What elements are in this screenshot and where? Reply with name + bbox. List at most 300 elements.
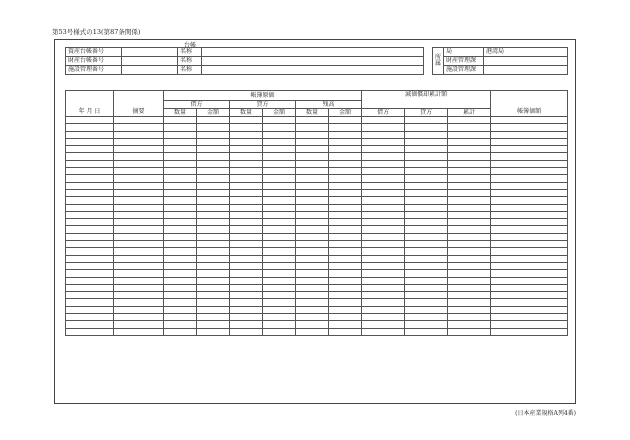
table-cell[interactable]: [66, 117, 114, 124]
table-cell[interactable]: [405, 131, 448, 138]
table-cell[interactable]: [114, 204, 164, 211]
table-cell[interactable]: [296, 248, 329, 255]
table-cell[interactable]: [405, 153, 448, 160]
table-cell[interactable]: [66, 168, 114, 175]
table-cell[interactable]: [448, 117, 491, 124]
table-cell[interactable]: [114, 321, 164, 328]
table-cell[interactable]: [329, 314, 362, 321]
table-cell[interactable]: [197, 314, 230, 321]
table-cell[interactable]: [491, 328, 568, 335]
table-cell[interactable]: [491, 292, 568, 299]
table-cell[interactable]: [491, 117, 568, 124]
table-cell[interactable]: [230, 153, 263, 160]
table-cell[interactable]: [448, 292, 491, 299]
table-cell[interactable]: [197, 168, 230, 175]
table-cell[interactable]: [491, 262, 568, 269]
table-cell[interactable]: [448, 175, 491, 182]
table-cell[interactable]: [197, 277, 230, 284]
table-cell[interactable]: [362, 292, 405, 299]
table-cell[interactable]: [197, 270, 230, 277]
table-cell[interactable]: [230, 131, 263, 138]
asset-ledger-number-field[interactable]: [122, 48, 178, 57]
table-cell[interactable]: [405, 219, 448, 226]
table-cell[interactable]: [230, 219, 263, 226]
property-management-section-value[interactable]: [484, 57, 568, 66]
table-cell[interactable]: [296, 117, 329, 124]
table-cell[interactable]: [405, 321, 448, 328]
table-cell[interactable]: [263, 262, 296, 269]
table-cell[interactable]: [114, 292, 164, 299]
table-cell[interactable]: [296, 314, 329, 321]
table-cell[interactable]: [296, 277, 329, 284]
table-cell[interactable]: [230, 146, 263, 153]
table-cell[interactable]: [448, 131, 491, 138]
table-cell[interactable]: [164, 226, 197, 233]
table-cell[interactable]: [230, 292, 263, 299]
table-cell[interactable]: [164, 189, 197, 196]
table-cell[interactable]: [66, 306, 114, 313]
table-cell[interactable]: [114, 328, 164, 335]
table-cell[interactable]: [405, 175, 448, 182]
table-cell[interactable]: [491, 197, 568, 204]
table-cell[interactable]: [230, 241, 263, 248]
table-cell[interactable]: [296, 321, 329, 328]
table-cell[interactable]: [362, 124, 405, 131]
table-cell[interactable]: [296, 124, 329, 131]
table-cell[interactable]: [263, 197, 296, 204]
table-cell[interactable]: [405, 241, 448, 248]
table-cell[interactable]: [448, 328, 491, 335]
table-cell[interactable]: [405, 284, 448, 291]
name-field[interactable]: [202, 48, 424, 57]
table-cell[interactable]: [263, 226, 296, 233]
table-cell[interactable]: [197, 211, 230, 218]
table-cell[interactable]: [230, 204, 263, 211]
table-cell[interactable]: [329, 160, 362, 167]
table-cell[interactable]: [263, 219, 296, 226]
table-cell[interactable]: [296, 270, 329, 277]
table-cell[interactable]: [296, 131, 329, 138]
table-cell[interactable]: [491, 153, 568, 160]
table-cell[interactable]: [114, 117, 164, 124]
table-cell[interactable]: [405, 306, 448, 313]
table-cell[interactable]: [491, 226, 568, 233]
table-cell[interactable]: [263, 270, 296, 277]
table-cell[interactable]: [164, 233, 197, 240]
table-cell[interactable]: [66, 189, 114, 196]
table-cell[interactable]: [263, 314, 296, 321]
table-cell[interactable]: [362, 284, 405, 291]
table-cell[interactable]: [405, 168, 448, 175]
table-cell[interactable]: [448, 189, 491, 196]
table-cell[interactable]: [448, 160, 491, 167]
table-cell[interactable]: [405, 255, 448, 262]
table-cell[interactable]: [296, 175, 329, 182]
table-cell[interactable]: [263, 153, 296, 160]
table-cell[interactable]: [197, 241, 230, 248]
table-cell[interactable]: [329, 124, 362, 131]
table-cell[interactable]: [296, 255, 329, 262]
table-cell[interactable]: [448, 306, 491, 313]
table-cell[interactable]: [114, 197, 164, 204]
table-cell[interactable]: [66, 182, 114, 189]
table-cell[interactable]: [114, 160, 164, 167]
bureau-value[interactable]: 港湾局: [484, 48, 568, 57]
table-cell[interactable]: [230, 284, 263, 291]
table-cell[interactable]: [263, 233, 296, 240]
table-cell[interactable]: [448, 146, 491, 153]
table-cell[interactable]: [230, 138, 263, 145]
table-cell[interactable]: [66, 241, 114, 248]
table-cell[interactable]: [329, 219, 362, 226]
table-cell[interactable]: [164, 248, 197, 255]
table-cell[interactable]: [329, 321, 362, 328]
table-cell[interactable]: [405, 146, 448, 153]
table-cell[interactable]: [263, 124, 296, 131]
table-cell[interactable]: [491, 168, 568, 175]
table-cell[interactable]: [362, 175, 405, 182]
table-cell[interactable]: [197, 328, 230, 335]
table-cell[interactable]: [329, 153, 362, 160]
table-cell[interactable]: [296, 138, 329, 145]
table-cell[interactable]: [197, 189, 230, 196]
table-cell[interactable]: [405, 117, 448, 124]
table-cell[interactable]: [66, 328, 114, 335]
table-cell[interactable]: [66, 292, 114, 299]
table-cell[interactable]: [362, 226, 405, 233]
table-cell[interactable]: [197, 153, 230, 160]
table-cell[interactable]: [114, 131, 164, 138]
table-cell[interactable]: [448, 284, 491, 291]
table-cell[interactable]: [230, 211, 263, 218]
table-cell[interactable]: [66, 299, 114, 306]
table-cell[interactable]: [362, 146, 405, 153]
table-cell[interactable]: [114, 299, 164, 306]
table-cell[interactable]: [114, 277, 164, 284]
table-cell[interactable]: [491, 255, 568, 262]
table-cell[interactable]: [329, 292, 362, 299]
table-cell[interactable]: [491, 321, 568, 328]
table-cell[interactable]: [362, 131, 405, 138]
table-cell[interactable]: [296, 146, 329, 153]
table-cell[interactable]: [448, 277, 491, 284]
table-cell[interactable]: [296, 219, 329, 226]
table-cell[interactable]: [405, 182, 448, 189]
table-cell[interactable]: [114, 189, 164, 196]
table-cell[interactable]: [66, 138, 114, 145]
table-cell[interactable]: [114, 248, 164, 255]
table-cell[interactable]: [263, 168, 296, 175]
table-cell[interactable]: [405, 138, 448, 145]
table-cell[interactable]: [296, 189, 329, 196]
table-cell[interactable]: [405, 328, 448, 335]
table-cell[interactable]: [197, 197, 230, 204]
table-cell[interactable]: [263, 255, 296, 262]
table-cell[interactable]: [66, 277, 114, 284]
table-cell[interactable]: [491, 277, 568, 284]
table-cell[interactable]: [491, 146, 568, 153]
table-cell[interactable]: [448, 226, 491, 233]
table-cell[interactable]: [230, 175, 263, 182]
table-cell[interactable]: [329, 241, 362, 248]
table-cell[interactable]: [329, 277, 362, 284]
table-cell[interactable]: [164, 124, 197, 131]
table-cell[interactable]: [230, 226, 263, 233]
table-cell[interactable]: [114, 153, 164, 160]
table-cell[interactable]: [405, 270, 448, 277]
table-cell[interactable]: [405, 292, 448, 299]
table-cell[interactable]: [448, 262, 491, 269]
table-cell[interactable]: [230, 248, 263, 255]
table-cell[interactable]: [448, 204, 491, 211]
table-cell[interactable]: [230, 197, 263, 204]
table-cell[interactable]: [197, 233, 230, 240]
table-cell[interactable]: [491, 241, 568, 248]
table-cell[interactable]: [329, 117, 362, 124]
table-cell[interactable]: [197, 175, 230, 182]
table-cell[interactable]: [448, 168, 491, 175]
table-cell[interactable]: [263, 306, 296, 313]
table-cell[interactable]: [448, 270, 491, 277]
table-cell[interactable]: [491, 314, 568, 321]
table-cell[interactable]: [405, 314, 448, 321]
table-cell[interactable]: [164, 314, 197, 321]
table-cell[interactable]: [114, 262, 164, 269]
table-cell[interactable]: [329, 182, 362, 189]
table-cell[interactable]: [362, 182, 405, 189]
table-cell[interactable]: [491, 284, 568, 291]
table-cell[interactable]: [164, 168, 197, 175]
table-cell[interactable]: [164, 255, 197, 262]
table-cell[interactable]: [197, 138, 230, 145]
table-cell[interactable]: [114, 314, 164, 321]
table-cell[interactable]: [362, 277, 405, 284]
table-cell[interactable]: [362, 153, 405, 160]
table-cell[interactable]: [197, 182, 230, 189]
table-cell[interactable]: [263, 248, 296, 255]
table-cell[interactable]: [263, 182, 296, 189]
table-cell[interactable]: [405, 197, 448, 204]
table-cell[interactable]: [405, 189, 448, 196]
table-cell[interactable]: [329, 138, 362, 145]
table-cell[interactable]: [114, 226, 164, 233]
table-cell[interactable]: [448, 124, 491, 131]
table-cell[interactable]: [362, 117, 405, 124]
table-cell[interactable]: [114, 241, 164, 248]
table-cell[interactable]: [230, 270, 263, 277]
table-cell[interactable]: [66, 314, 114, 321]
table-cell[interactable]: [329, 197, 362, 204]
table-cell[interactable]: [329, 262, 362, 269]
table-cell[interactable]: [362, 204, 405, 211]
table-cell[interactable]: [164, 328, 197, 335]
name-field[interactable]: [202, 57, 424, 66]
table-cell[interactable]: [114, 211, 164, 218]
table-cell[interactable]: [448, 211, 491, 218]
table-cell[interactable]: [329, 248, 362, 255]
table-cell[interactable]: [296, 241, 329, 248]
table-cell[interactable]: [329, 284, 362, 291]
table-cell[interactable]: [491, 233, 568, 240]
table-cell[interactable]: [230, 160, 263, 167]
table-cell[interactable]: [362, 270, 405, 277]
table-cell[interactable]: [114, 146, 164, 153]
table-cell[interactable]: [448, 233, 491, 240]
table-cell[interactable]: [66, 211, 114, 218]
table-cell[interactable]: [329, 175, 362, 182]
table-cell[interactable]: [329, 168, 362, 175]
table-cell[interactable]: [230, 314, 263, 321]
table-cell[interactable]: [197, 299, 230, 306]
table-cell[interactable]: [296, 153, 329, 160]
table-cell[interactable]: [329, 306, 362, 313]
table-cell[interactable]: [164, 131, 197, 138]
table-cell[interactable]: [263, 299, 296, 306]
table-cell[interactable]: [230, 124, 263, 131]
table-cell[interactable]: [164, 160, 197, 167]
table-cell[interactable]: [66, 233, 114, 240]
table-cell[interactable]: [448, 182, 491, 189]
table-cell[interactable]: [362, 255, 405, 262]
table-cell[interactable]: [164, 117, 197, 124]
table-cell[interactable]: [263, 146, 296, 153]
table-cell[interactable]: [66, 284, 114, 291]
table-cell[interactable]: [197, 204, 230, 211]
table-cell[interactable]: [296, 182, 329, 189]
table-cell[interactable]: [329, 226, 362, 233]
table-cell[interactable]: [448, 197, 491, 204]
table-cell[interactable]: [230, 255, 263, 262]
table-cell[interactable]: [296, 160, 329, 167]
table-cell[interactable]: [405, 160, 448, 167]
table-cell[interactable]: [114, 255, 164, 262]
table-cell[interactable]: [66, 197, 114, 204]
table-cell[interactable]: [164, 153, 197, 160]
table-cell[interactable]: [263, 204, 296, 211]
table-cell[interactable]: [263, 292, 296, 299]
table-cell[interactable]: [263, 189, 296, 196]
table-cell[interactable]: [448, 255, 491, 262]
table-cell[interactable]: [230, 189, 263, 196]
table-cell[interactable]: [230, 168, 263, 175]
table-cell[interactable]: [296, 168, 329, 175]
table-cell[interactable]: [66, 270, 114, 277]
table-cell[interactable]: [197, 284, 230, 291]
table-cell[interactable]: [66, 219, 114, 226]
table-cell[interactable]: [362, 328, 405, 335]
table-cell[interactable]: [230, 299, 263, 306]
table-cell[interactable]: [491, 182, 568, 189]
table-cell[interactable]: [362, 248, 405, 255]
table-cell[interactable]: [491, 138, 568, 145]
table-cell[interactable]: [164, 146, 197, 153]
table-cell[interactable]: [164, 270, 197, 277]
table-cell[interactable]: [405, 226, 448, 233]
table-cell[interactable]: [197, 248, 230, 255]
table-cell[interactable]: [329, 204, 362, 211]
table-cell[interactable]: [362, 299, 405, 306]
table-cell[interactable]: [448, 248, 491, 255]
table-cell[interactable]: [164, 306, 197, 313]
table-cell[interactable]: [230, 306, 263, 313]
name-field[interactable]: [202, 66, 424, 75]
table-cell[interactable]: [164, 262, 197, 269]
table-cell[interactable]: [329, 189, 362, 196]
table-cell[interactable]: [296, 284, 329, 291]
table-cell[interactable]: [114, 306, 164, 313]
table-cell[interactable]: [405, 277, 448, 284]
table-cell[interactable]: [329, 255, 362, 262]
table-cell[interactable]: [296, 299, 329, 306]
table-cell[interactable]: [66, 175, 114, 182]
table-cell[interactable]: [66, 153, 114, 160]
table-cell[interactable]: [405, 124, 448, 131]
table-cell[interactable]: [114, 284, 164, 291]
table-cell[interactable]: [114, 168, 164, 175]
table-cell[interactable]: [296, 204, 329, 211]
table-cell[interactable]: [197, 262, 230, 269]
table-cell[interactable]: [197, 160, 230, 167]
table-cell[interactable]: [448, 219, 491, 226]
table-cell[interactable]: [329, 211, 362, 218]
table-cell[interactable]: [197, 124, 230, 131]
table-cell[interactable]: [491, 248, 568, 255]
table-cell[interactable]: [114, 138, 164, 145]
table-cell[interactable]: [197, 117, 230, 124]
table-cell[interactable]: [405, 233, 448, 240]
table-cell[interactable]: [66, 204, 114, 211]
table-cell[interactable]: [362, 262, 405, 269]
table-cell[interactable]: [197, 255, 230, 262]
table-cell[interactable]: [197, 131, 230, 138]
table-cell[interactable]: [197, 321, 230, 328]
table-cell[interactable]: [66, 226, 114, 233]
table-cell[interactable]: [296, 226, 329, 233]
table-cell[interactable]: [491, 175, 568, 182]
table-cell[interactable]: [230, 321, 263, 328]
table-cell[interactable]: [448, 138, 491, 145]
table-cell[interactable]: [329, 270, 362, 277]
table-cell[interactable]: [164, 299, 197, 306]
table-cell[interactable]: [197, 292, 230, 299]
table-cell[interactable]: [164, 175, 197, 182]
table-cell[interactable]: [164, 204, 197, 211]
table-cell[interactable]: [263, 138, 296, 145]
table-cell[interactable]: [362, 306, 405, 313]
table-cell[interactable]: [405, 262, 448, 269]
table-cell[interactable]: [491, 299, 568, 306]
table-cell[interactable]: [263, 160, 296, 167]
table-cell[interactable]: [405, 204, 448, 211]
table-cell[interactable]: [296, 328, 329, 335]
table-cell[interactable]: [362, 160, 405, 167]
table-cell[interactable]: [263, 328, 296, 335]
table-cell[interactable]: [362, 233, 405, 240]
table-cell[interactable]: [66, 131, 114, 138]
table-cell[interactable]: [329, 146, 362, 153]
table-cell[interactable]: [263, 117, 296, 124]
facility-management-number-field[interactable]: [122, 66, 178, 75]
table-cell[interactable]: [296, 292, 329, 299]
table-cell[interactable]: [164, 277, 197, 284]
table-cell[interactable]: [114, 270, 164, 277]
table-cell[interactable]: [491, 189, 568, 196]
table-cell[interactable]: [296, 262, 329, 269]
table-cell[interactable]: [362, 219, 405, 226]
table-cell[interactable]: [164, 292, 197, 299]
table-cell[interactable]: [362, 211, 405, 218]
table-cell[interactable]: [448, 321, 491, 328]
